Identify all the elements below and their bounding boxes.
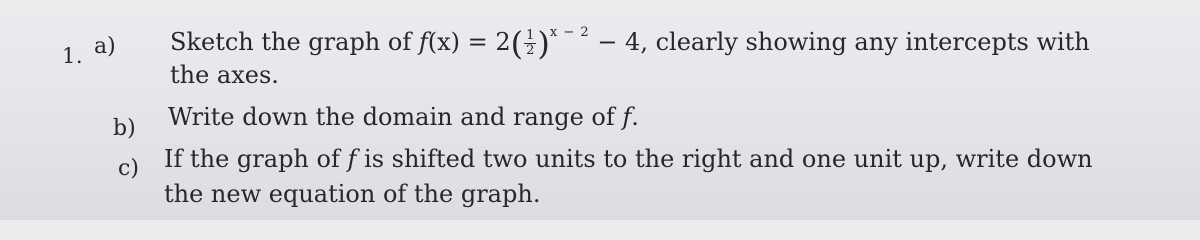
part-a-line2: the axes. (170, 61, 279, 89)
part-c-label: c) (118, 156, 139, 181)
part-b-text: Write down the domain and range of (168, 103, 615, 131)
function-ref: f (347, 145, 357, 173)
part-a-prefix: Sketch the graph of (170, 28, 412, 56)
part-a-label: a) (94, 34, 116, 59)
fraction-numerator: 1 (526, 28, 535, 43)
part-a-line1 (170, 16, 1090, 63)
function-arg: (x) = 2 (427, 28, 511, 56)
part-c-line2: the new equation of the graph. (164, 180, 541, 208)
function-name: f (418, 28, 428, 56)
part-b-label: b) (113, 116, 136, 141)
base-fraction (524, 29, 536, 58)
part-c-line1 (164, 142, 1093, 176)
fraction-denominator: 2 (526, 43, 535, 58)
part-c-suffix: is shifted two units to the right and one unit up, write down (364, 145, 1093, 173)
function-ref: f (622, 103, 632, 131)
exponent: x − 2 (549, 25, 590, 40)
part-b-line (168, 100, 639, 134)
question-number: 1. (62, 44, 84, 68)
part-c-prefix: If the graph of (164, 145, 340, 173)
part-a-after-power: − 4, clearly showing any intercepts with (597, 28, 1090, 56)
function-expression: f(x) = 2( $\frac{1}{2}$ )$^{x - 2}$ (418, 24, 590, 63)
part-b-suffix: . (631, 103, 639, 131)
